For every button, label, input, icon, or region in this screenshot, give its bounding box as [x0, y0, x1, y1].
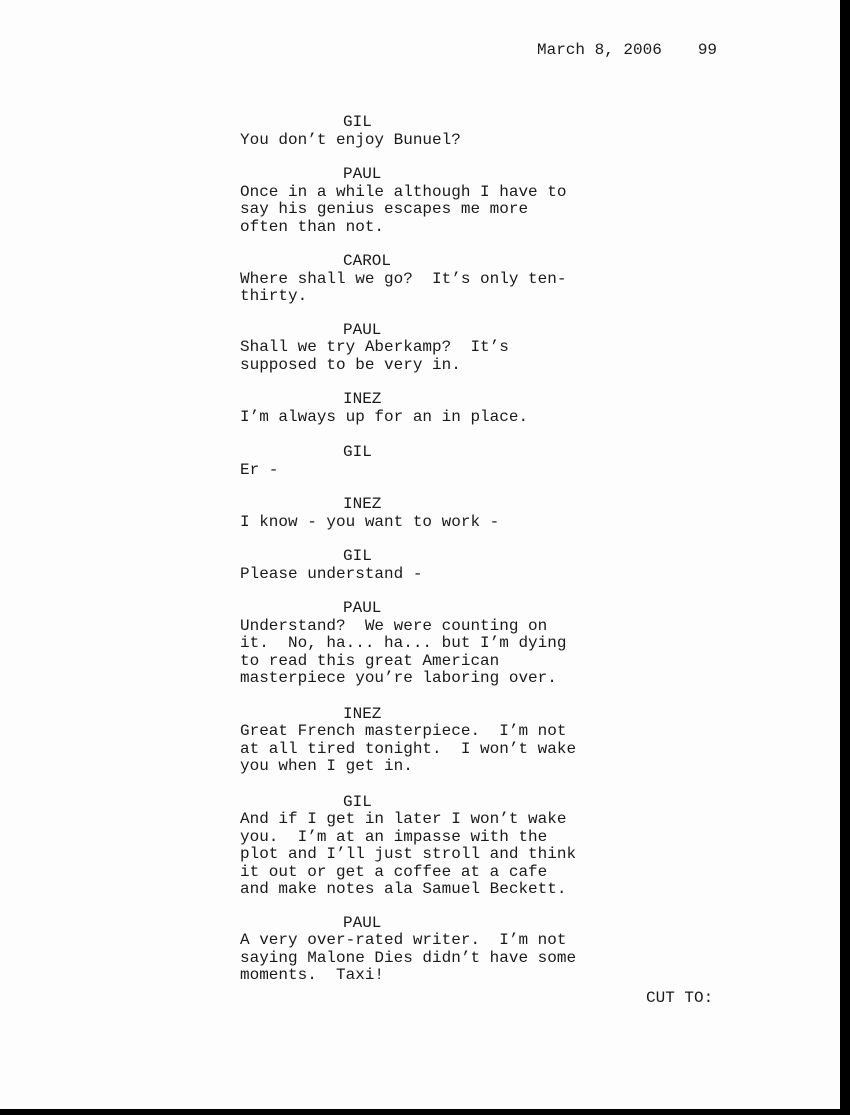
- dialogue-line: masterpiece you’re laboring over.: [240, 669, 557, 687]
- dialogue-block: [240, 496, 640, 531]
- dialogue-line: And if I get in later I won’t wake: [240, 810, 567, 828]
- dialogue-line: thirty.: [240, 287, 308, 305]
- dialogue-block: [240, 114, 640, 149]
- script-body: [240, 114, 640, 985]
- dialogue-line: say his genius escapes me more: [240, 200, 529, 218]
- dialogue-line: Where shall we go? It’s only ten-: [240, 269, 567, 288]
- dialogue-line: supposed to be very in.: [240, 355, 461, 374]
- dialogue-line: you. I’m at an impasse with the: [240, 827, 548, 846]
- dialogue-line: Er -: [240, 460, 279, 479]
- character-name: PAUL: [343, 320, 382, 339]
- dialogue-line: I know - you want to work -: [240, 512, 500, 531]
- header-date: March 8, 2006: [537, 41, 662, 59]
- dialogue-line: You don’t enjoy Bunuel?: [240, 130, 461, 149]
- dialogue-block: [240, 444, 640, 479]
- character-name: PAUL: [343, 599, 382, 617]
- dialogue-line: Great French masterpiece. I’m not: [240, 722, 567, 740]
- dialogue-line: saying Malone Dies didn’t have some: [240, 948, 577, 967]
- dialogue-line: Shall we try Aberkamp? It’s: [240, 338, 509, 356]
- character-name: INEZ: [343, 704, 382, 723]
- dialogue-block: [240, 600, 640, 688]
- character-name: GIL: [343, 113, 372, 131]
- dialogue-line: Please understand -: [240, 564, 423, 583]
- dialogue-line: A very over-rated writer. I’m not: [240, 931, 567, 949]
- character-name: GIL: [343, 443, 372, 461]
- dialogue-line: Understand? We were counting on: [240, 616, 548, 635]
- dialogue-line: and make notes ala Samuel Beckett.: [240, 880, 567, 898]
- dialogue-block: [240, 391, 640, 426]
- character-name: PAUL: [343, 913, 382, 932]
- dialogue-line: you when I get in.: [240, 757, 413, 775]
- character-name: INEZ: [343, 390, 382, 408]
- character-name: CAROL: [343, 252, 392, 270]
- character-name: GIL: [343, 547, 372, 565]
- dialogue-line: often than not.: [240, 217, 385, 236]
- page-header: [537, 42, 717, 60]
- character-name: INEZ: [343, 495, 382, 513]
- dialogue-block: [240, 253, 640, 306]
- dialogue-line: it out or get a coffee at a cafe: [240, 862, 548, 881]
- dialogue-line: it. No, ha... ha... but I’m dying: [240, 634, 567, 652]
- dialogue-block: [240, 166, 640, 236]
- dialogue-block: [240, 548, 640, 583]
- dialogue-line: Once in a while although I have to: [240, 182, 567, 201]
- dialogue-block: [240, 322, 640, 375]
- dialogue-block: [240, 794, 640, 899]
- dialogue-line: I’m always up for an in place.: [240, 407, 529, 426]
- transition: CUT TO:: [646, 989, 714, 1007]
- dialogue-line: plot and I’ll just stroll and think: [240, 845, 577, 863]
- character-name: GIL: [343, 792, 372, 811]
- dialogue-block: [240, 706, 640, 776]
- dialogue-line: moments. Taxi!: [240, 966, 385, 984]
- page-number: 99: [697, 41, 718, 59]
- dialogue-line: to read this great American: [240, 651, 500, 670]
- dialogue-block: [240, 915, 640, 985]
- dialogue-line: at all tired tonight. I won’t wake: [240, 739, 577, 758]
- character-name: PAUL: [343, 165, 382, 183]
